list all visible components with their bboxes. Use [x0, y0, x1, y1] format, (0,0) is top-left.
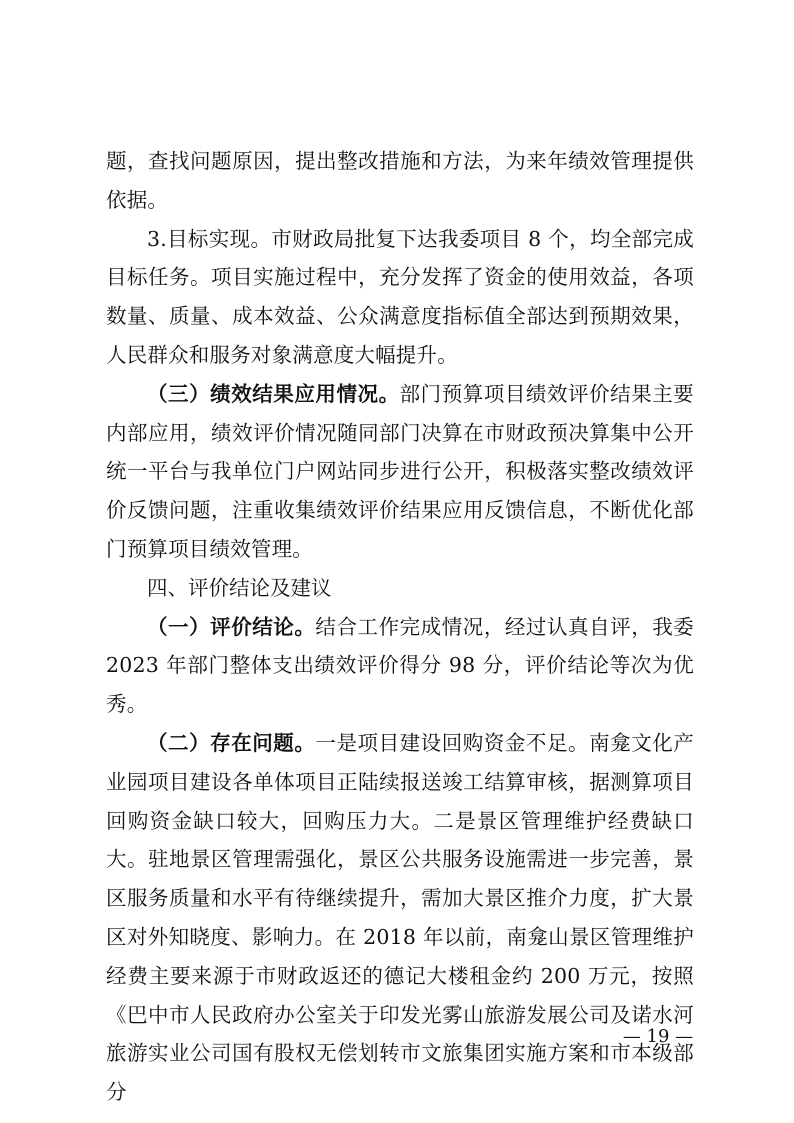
- section-heading-conclusions: 四、评价结论及建议: [147, 575, 332, 600]
- subsection-heading-evaluation-conclusion: （一）评价结论。: [147, 614, 316, 639]
- paragraph-existing-problems: [106, 724, 694, 1112]
- paragraph-continuation: 题，查找问题原因，提出整改措施和方法，为来年绩效管理提供依据。: [106, 149, 694, 212]
- paragraph-text: 部门预算项目绩效评价结果主要内部应用，绩效评价情况随同部门决算在市财政预决算集中公开统一平台与我单位门户网站同步进行公开，积极落实整改绩效评价反馈问题，注重收集绩效评价结果应用反馈信息，不断优化部门预算项目绩效管理。: [106, 381, 694, 561]
- paragraph-text: 一是项目建设回购资金不足。南龛文化产业园项目建设各单体项目正陆续报送竣工结算审核，据测算项目回购资金缺口较大，回购压力大。二是景区管理维护经费缺口大。驻地景区管理需强化，景区公共服务设施需进一步完善，景区服务质量和水平有待继续提升，需加大景区推介力度，扩大景区对外知晓度、影响力。在 2018 年以前，南龛山景区管理维护经费主要来源于市财政返还的德记大楼租金约 200 万元，按照《巴中市人民政府办公室关于印发光雾山旅游发展公司及诺水河旅游实业公司国有股权无偿划转市文旅集团实施方案和市本级部分: [106, 730, 694, 1105]
- subsection-heading-existing-problems: （二）存在问题。: [147, 730, 316, 755]
- subsection-heading-results-application: （三）绩效结果应用情况。: [147, 381, 400, 406]
- paragraph-results-application: [106, 375, 694, 569]
- document-body: [106, 142, 694, 1112]
- paragraph-evaluation-conclusion: [106, 608, 694, 724]
- paragraph-target-achievement: 3.目标实现。市财政局批复下达我委项目 8 个，均全部完成目标任务。项目实施过程中，充分发挥了资金的使用效益，各项数量、质量、成本效益、公众满意度指标值全部达到预期效果，人民群众和服务对象满意度大幅提升。: [106, 226, 694, 367]
- paragraph-text: 结合工作完成情况，经过认真自评，我委2023 年部门整体支出绩效评价得分 98 分，评价结论等次为优秀。: [106, 614, 694, 717]
- page-number: — 19 —: [622, 1026, 694, 1047]
